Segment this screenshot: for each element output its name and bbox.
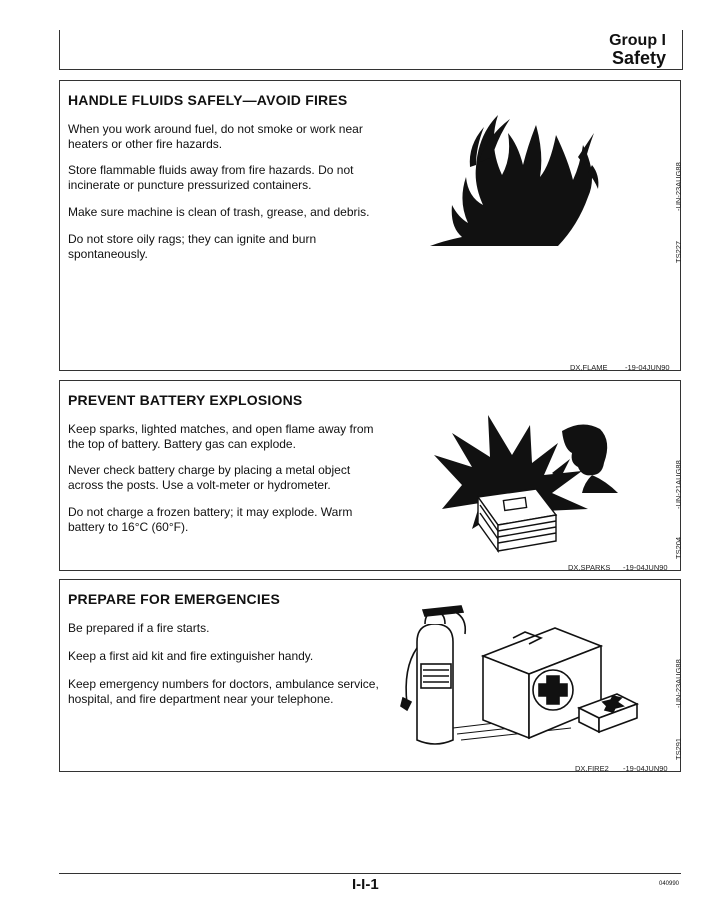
paragraph: Be prepared if a fire starts. — [68, 621, 210, 635]
paragraph: When you work around fuel, do not smoke or work near heaters or other fire hazards. — [68, 122, 363, 151]
paragraph: Store flammable fluids away from fire hazards. Do not incinerate or puncture pressurized containers. — [68, 163, 354, 192]
figure-code: TS204 — [674, 536, 683, 559]
doc-code: DX,FLAME — [570, 363, 608, 372]
group-label: Group I — [609, 32, 666, 49]
first-aid-extinguisher-icon — [395, 598, 640, 748]
battery-explosion-icon — [432, 405, 632, 555]
section-title: Safety — [611, 48, 666, 68]
footer-code: 040990 — [659, 881, 680, 887]
flame-icon — [428, 105, 628, 250]
section-heading: PREPARE FOR EMERGENCIES — [68, 591, 281, 607]
figure-code: -UN-23AUG88 — [674, 659, 683, 708]
figure-code: -UN-21AUG88 — [674, 460, 683, 509]
section-heading: HANDLE FLUIDS SAFELY—AVOID FIRES — [68, 92, 348, 108]
paragraph: Keep emergency numbers for doctors, ambulance service, hospital, and fire department near your telephone. — [68, 677, 379, 706]
page-header — [59, 30, 683, 70]
doc-date: -19-04JUN90 — [625, 363, 670, 372]
figure-code: -UN-23AUG88 — [674, 162, 683, 211]
page-number: I-I-1 — [352, 876, 379, 893]
paragraph: Keep sparks, lighted matches, and open flame away from the top of battery. Battery gas can explode. — [68, 422, 374, 451]
doc-date: -19-04JUN90 — [623, 563, 668, 572]
doc-date: -19-04JUN90 — [623, 764, 668, 773]
figure-code: TS227 — [674, 240, 683, 263]
paragraph: Do not charge a frozen battery; it may explode. Warm battery to 16°C (60°F). — [68, 505, 353, 534]
section-emergencies — [59, 579, 681, 772]
section-heading: PREVENT BATTERY EXPLOSIONS — [68, 392, 303, 408]
doc-code: DX,SPARKS — [568, 563, 611, 572]
paragraph: Never check battery charge by placing a metal object across the posts. Use a volt-meter or hydrometer. — [68, 463, 351, 492]
paragraph: Make sure machine is clean of trash, grease, and debris. — [68, 205, 370, 219]
section-battery — [59, 380, 681, 571]
paragraph: Keep a first aid kit and fire extinguisher handy. — [68, 649, 314, 663]
footer-rule — [59, 873, 681, 874]
figure-code: TS291 — [674, 737, 683, 760]
paragraph: Do not store oily rags; they can ignite and burn spontaneously. — [68, 232, 317, 261]
doc-code: DX,FIRE2 — [575, 764, 609, 773]
section-fluids — [59, 80, 681, 371]
